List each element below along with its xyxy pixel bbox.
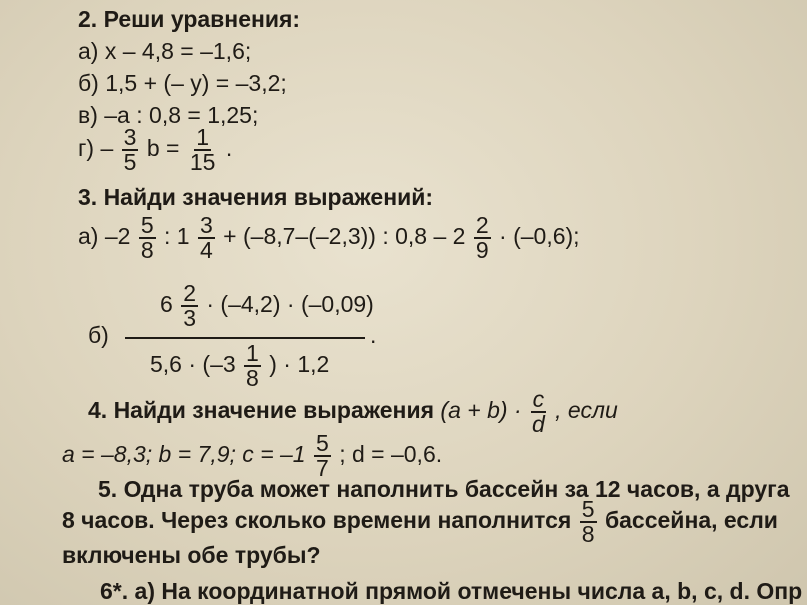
- ex3-b-fraction-bar: [125, 337, 365, 339]
- ex5-line1: 5. Одна труба может наполнить бассейн за 12 часов, а друга: [98, 476, 790, 502]
- ex2-header: 2. Реши уравнения:: [78, 6, 301, 32]
- ex4-values: a = –8,3; b = 7,9; c = –1 $\frac{5}{7}$ ; d = –0,6.: [62, 430, 443, 481]
- ex2-c: в) –a : 0,8 = 1,25;: [78, 102, 259, 128]
- ex3-a: а) –2 $\frac{5}{8}$ : 1 $\frac{3}{4}$ + (–8,7–(–2,3)) : 0,8 – 2 $\frac{2}{9}$ · (–0,6);: [78, 212, 580, 263]
- ex3-b-end: .: [370, 322, 377, 348]
- ex4-line1: 4. Найди значение выражения (a + b) · $\frac{c}{d}$ , если: [88, 386, 618, 437]
- ex4-expression: (a + b) · $\frac{c}{d}$ , если: [440, 386, 618, 437]
- ex2-d: г) – $\frac{3}{5}$ b = $\frac{1}{15}$ .: [78, 124, 233, 175]
- ex3-b-label: б): [88, 322, 109, 348]
- ex3-b-numerator: 6 $\frac{2}{3}$ · (–4,2) · (–0,09): [160, 280, 374, 331]
- ex5-line2: 8 часов. Через сколько времени наполнится $\frac{5}{8}$ бассейна, если: [62, 496, 778, 547]
- ex2-b: б) 1,5 + (– y) = –3,2;: [78, 70, 287, 96]
- ex3-b-denominator: 5,6 · (–3 $\frac{1}{8}$ ) · 1,2: [150, 340, 330, 391]
- ex3-header: 3. Найди значения выражений:: [78, 184, 434, 210]
- ex2-a: а) x – 4,8 = –1,6;: [78, 38, 252, 64]
- ex6-line1: 6*. а) На координатной прямой отмечены числа a, b, c, d. Опр: [100, 578, 803, 604]
- ex5-line3: включены обе трубы?: [62, 542, 321, 568]
